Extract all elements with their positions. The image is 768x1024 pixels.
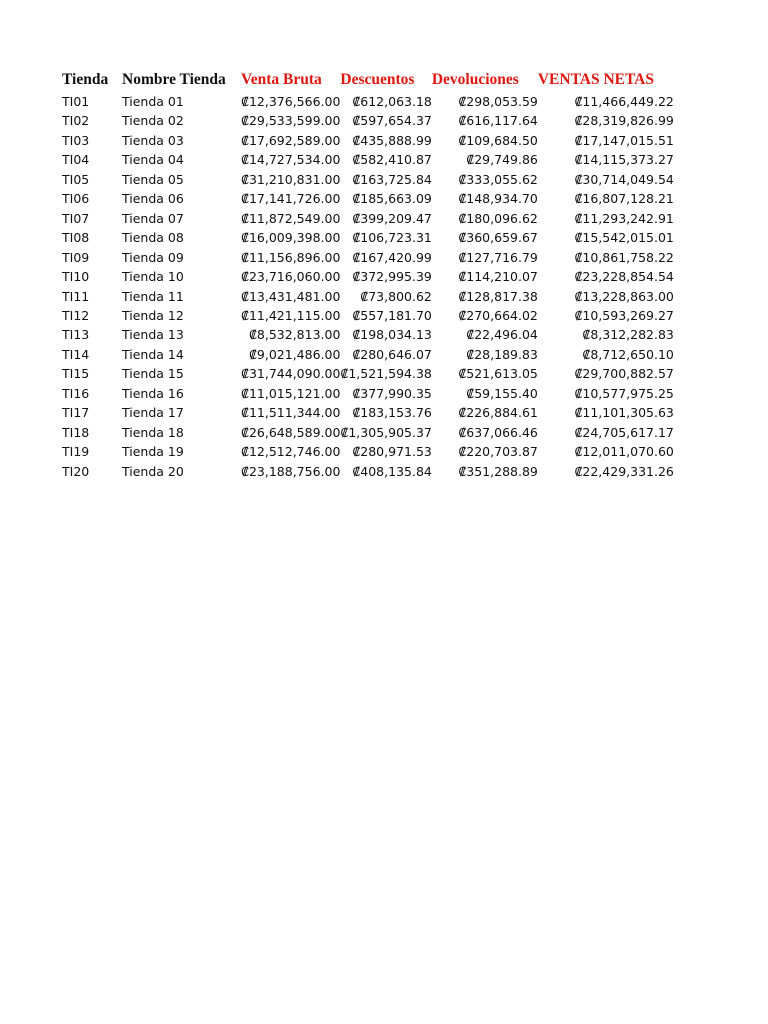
cell-ventas-netas: ₡29,700,882.57 <box>574 366 674 382</box>
cell-ventas-netas: ₡14,115,373.27 <box>574 152 674 168</box>
table-row <box>62 384 674 403</box>
cell-tienda: TI05 <box>62 171 90 187</box>
cell-ventas-netas: ₡13,228,863.00 <box>574 288 674 304</box>
cell-venta-bruta: ₡23,716,060.00 <box>241 269 341 285</box>
cell-devoluciones: ₡109,684.50 <box>458 132 538 148</box>
cell-tienda: TI08 <box>62 230 90 246</box>
cell-venta-bruta: ₡14,727,534.00 <box>241 152 341 168</box>
cell-tienda: TI13 <box>62 327 90 343</box>
cell-ventas-netas: ₡8,712,650.10 <box>582 346 674 362</box>
table-row <box>62 364 674 383</box>
cell-venta-bruta: ₡9,021,486.00 <box>248 346 341 362</box>
cell-descuentos: ₡557,181.70 <box>352 307 432 323</box>
cell-descuentos: ₡408,135.84 <box>352 463 432 479</box>
header-nombre-tienda: Nombre Tienda <box>122 71 226 88</box>
cell-venta-bruta: ₡31,744,090.00 <box>241 366 341 382</box>
cell-devoluciones: ₡333,055.62 <box>458 171 538 187</box>
header-devoluciones: Devoluciones <box>431 71 519 88</box>
table-row <box>62 423 674 442</box>
cell-nombre-tienda: Tienda 05 <box>122 171 184 187</box>
cell-descuentos: ₡1,305,905.37 <box>340 424 432 440</box>
cell-tienda: TI20 <box>62 463 90 479</box>
cell-ventas-netas: ₡15,542,015.01 <box>574 230 674 246</box>
cell-descuentos: ₡612,063.18 <box>352 94 432 109</box>
cell-tienda: TI02 <box>62 113 90 129</box>
cell-descuentos: ₡372,995.39 <box>352 269 432 285</box>
cell-nombre-tienda: Tienda 11 <box>122 288 184 304</box>
cell-descuentos: ₡280,646.07 <box>352 346 432 362</box>
cell-venta-bruta: ₡31,210,831.00 <box>241 171 341 187</box>
cell-devoluciones: ₡128,817.38 <box>458 288 538 304</box>
cell-venta-bruta: ₡11,872,549.00 <box>241 210 341 226</box>
table-row <box>62 189 674 208</box>
cell-ventas-netas: ₡28,319,826.99 <box>574 113 674 129</box>
cell-ventas-netas: ₡11,466,449.22 <box>574 94 674 109</box>
table-row <box>62 287 674 306</box>
cell-descuentos: ₡377,990.35 <box>352 385 432 401</box>
table-row <box>62 442 674 461</box>
cell-venta-bruta: ₡12,376,566.00 <box>241 94 341 109</box>
table-row <box>62 267 674 286</box>
cell-devoluciones: ₡521,613.05 <box>458 366 538 382</box>
cell-devoluciones: ₡360,659.67 <box>458 230 538 246</box>
cell-tienda: TI14 <box>62 346 90 362</box>
cell-tienda: TI01 <box>62 94 90 109</box>
cell-devoluciones: ₡270,664.02 <box>458 307 538 323</box>
cell-ventas-netas: ₡24,705,617.17 <box>574 424 674 440</box>
cell-devoluciones: ₡226,884.61 <box>458 405 538 421</box>
cell-tienda: TI11 <box>62 288 90 304</box>
cell-devoluciones: ₡28,189.83 <box>466 346 538 362</box>
cell-venta-bruta: ₡11,015,121.00 <box>241 385 341 401</box>
cell-devoluciones: ₡59,155.40 <box>466 385 538 401</box>
cell-tienda: TI03 <box>62 132 90 148</box>
cell-ventas-netas: ₡12,011,070.60 <box>574 444 674 460</box>
cell-descuentos: ₡73,800.62 <box>360 288 432 304</box>
cell-devoluciones: ₡180,096.62 <box>458 210 538 226</box>
cell-tienda: TI09 <box>62 249 90 265</box>
cell-descuentos: ₡185,663.09 <box>352 191 432 207</box>
cell-devoluciones: ₡351,288.89 <box>458 463 538 479</box>
cell-ventas-netas: ₡10,577,975.25 <box>574 385 674 401</box>
cell-tienda: TI07 <box>62 210 90 226</box>
cell-tienda: TI16 <box>62 385 90 401</box>
cell-nombre-tienda: Tienda 20 <box>122 463 184 479</box>
header-descuentos: Descuentos <box>340 71 415 88</box>
cell-descuentos: ₡167,420.99 <box>352 249 432 265</box>
cell-venta-bruta: ₡11,511,344.00 <box>241 405 341 421</box>
table-row <box>62 92 674 111</box>
table-row <box>62 131 674 150</box>
cell-nombre-tienda: Tienda 16 <box>122 385 184 401</box>
cell-venta-bruta: ₡17,692,589.00 <box>241 132 341 148</box>
cell-ventas-netas: ₡30,714,049.54 <box>574 171 674 187</box>
cell-tienda: TI10 <box>62 269 90 285</box>
cell-venta-bruta: ₡23,188,756.00 <box>241 463 341 479</box>
table-row <box>62 170 674 189</box>
cell-tienda: TI19 <box>62 444 90 460</box>
cell-nombre-tienda: Tienda 12 <box>122 307 184 323</box>
cell-tienda: TI18 <box>62 424 90 440</box>
table-row <box>62 325 674 344</box>
cell-nombre-tienda: Tienda 04 <box>122 152 184 168</box>
cell-nombre-tienda: Tienda 07 <box>122 210 184 226</box>
table-row <box>62 228 674 247</box>
table-row <box>62 111 674 130</box>
cell-devoluciones: ₡637,066.46 <box>458 424 538 440</box>
cell-tienda: TI12 <box>62 307 90 323</box>
cell-descuentos: ₡435,888.99 <box>352 132 432 148</box>
table-row <box>62 150 674 169</box>
header-row <box>62 68 674 92</box>
cell-venta-bruta: ₡17,141,726.00 <box>241 191 341 207</box>
table-row <box>62 248 674 267</box>
cell-nombre-tienda: Tienda 02 <box>122 113 184 129</box>
header-venta-bruta: Venta Bruta <box>241 71 322 88</box>
cell-venta-bruta: ₡11,156,896.00 <box>241 249 341 265</box>
cell-ventas-netas: ₡11,293,242.91 <box>574 210 674 226</box>
cell-devoluciones: ₡29,749.86 <box>466 152 538 168</box>
cell-venta-bruta: ₡16,009,398.00 <box>241 230 341 246</box>
cell-nombre-tienda: Tienda 10 <box>122 269 184 285</box>
cell-nombre-tienda: Tienda 13 <box>122 327 184 343</box>
table-row <box>62 462 674 481</box>
cell-descuentos: ₡106,723.31 <box>352 230 432 246</box>
cell-descuentos: ₡1,521,594.38 <box>340 366 432 382</box>
cell-descuentos: ₡597,654.37 <box>352 113 432 129</box>
cell-nombre-tienda: Tienda 18 <box>122 424 184 440</box>
cell-nombre-tienda: Tienda 19 <box>122 444 184 460</box>
cell-venta-bruta: ₡13,431,481.00 <box>241 288 341 304</box>
table-row <box>62 403 674 422</box>
header-tienda: Tienda <box>62 71 109 88</box>
cell-descuentos: ₡399,209.47 <box>352 210 432 226</box>
cell-nombre-tienda: Tienda 15 <box>122 366 184 382</box>
cell-nombre-tienda: Tienda 06 <box>122 191 184 207</box>
cell-ventas-netas: ₡16,807,128.21 <box>574 191 674 207</box>
cell-nombre-tienda: Tienda 03 <box>122 132 184 148</box>
cell-devoluciones: ₡616,117.64 <box>458 113 538 129</box>
cell-descuentos: ₡280,971.53 <box>352 444 432 460</box>
cell-tienda: TI04 <box>62 152 90 168</box>
cell-nombre-tienda: Tienda 17 <box>122 405 184 421</box>
cell-tienda: TI17 <box>62 405 90 421</box>
table-row <box>62 306 674 325</box>
cell-descuentos: ₡163,725.84 <box>352 171 432 187</box>
cell-nombre-tienda: Tienda 14 <box>122 346 184 362</box>
cell-venta-bruta: ₡26,648,589.00 <box>241 424 341 440</box>
cell-ventas-netas: ₡17,147,015.51 <box>574 132 674 148</box>
cell-venta-bruta: ₡12,512,746.00 <box>241 444 341 460</box>
table-body <box>62 92 674 481</box>
cell-nombre-tienda: Tienda 08 <box>122 230 184 246</box>
cell-ventas-netas: ₡23,228,854.54 <box>574 269 674 285</box>
cell-ventas-netas: ₡8,312,282.83 <box>582 327 674 343</box>
cell-ventas-netas: ₡11,101,305.63 <box>574 405 674 421</box>
cell-venta-bruta: ₡29,533,599.00 <box>241 113 341 129</box>
cell-descuentos: ₡198,034.13 <box>352 327 432 343</box>
cell-descuentos: ₡183,153.76 <box>352 405 432 421</box>
cell-devoluciones: ₡220,703.87 <box>458 444 538 460</box>
cell-descuentos: ₡582,410.87 <box>352 152 432 168</box>
cell-ventas-netas: ₡22,429,331.26 <box>574 463 674 479</box>
table-row <box>62 209 674 228</box>
cell-tienda: TI06 <box>62 191 90 207</box>
cell-devoluciones: ₡148,934.70 <box>458 191 538 207</box>
cell-venta-bruta: ₡8,532,813.00 <box>248 327 341 343</box>
sales-table <box>62 68 674 481</box>
cell-devoluciones: ₡22,496.04 <box>466 327 538 343</box>
cell-venta-bruta: ₡11,421,115.00 <box>241 307 341 323</box>
cell-devoluciones: ₡127,716.79 <box>458 249 538 265</box>
cell-devoluciones: ₡114,210.07 <box>458 269 538 285</box>
table-row <box>62 345 674 364</box>
cell-ventas-netas: ₡10,593,269.27 <box>574 307 674 323</box>
cell-ventas-netas: ₡10,861,758.22 <box>574 249 674 265</box>
cell-nombre-tienda: Tienda 09 <box>122 249 184 265</box>
header-ventas-netas: VENTAS NETAS <box>537 71 654 88</box>
cell-nombre-tienda: Tienda 01 <box>122 94 184 109</box>
cell-tienda: TI15 <box>62 366 90 382</box>
cell-devoluciones: ₡298,053.59 <box>458 94 538 109</box>
